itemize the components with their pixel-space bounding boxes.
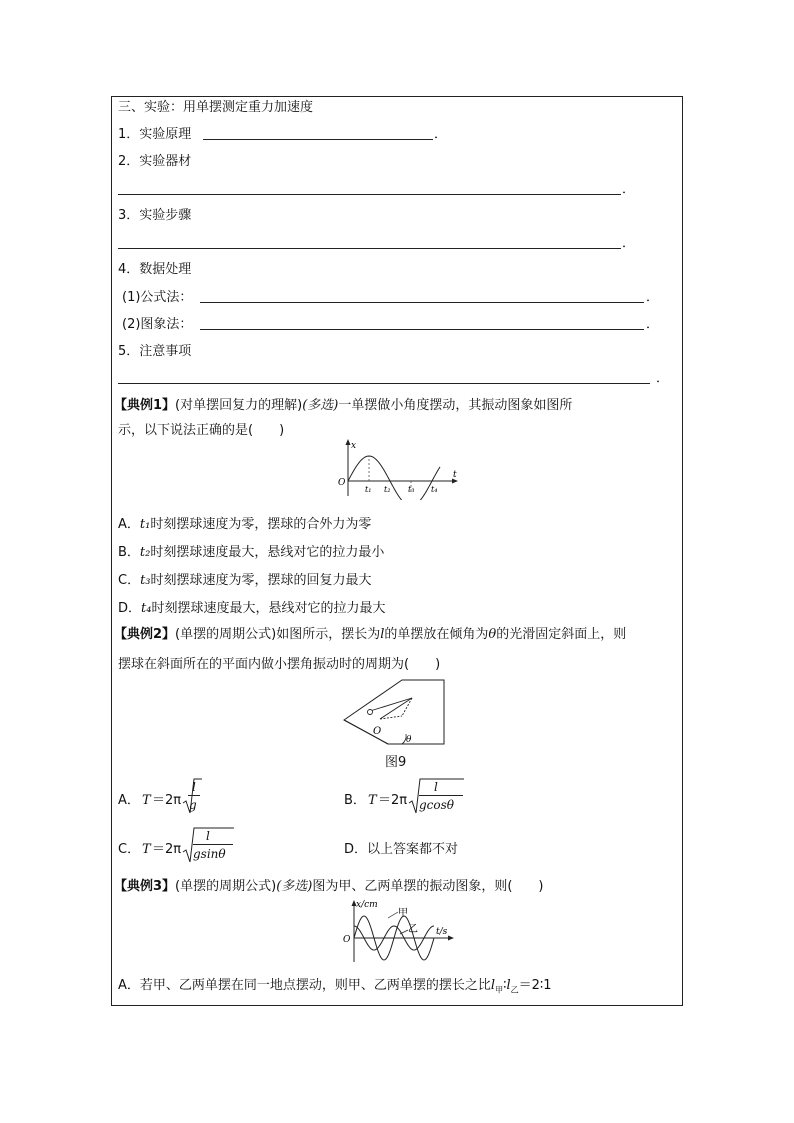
principle-blank <box>203 139 433 140</box>
graph-t4: t₄ <box>431 485 438 494</box>
option-var: t₁ <box>139 517 151 532</box>
period-mark: ． <box>622 182 636 197</box>
example1-stem-text: 一单摆做小角度摆动，其振动图象如图所 <box>338 398 573 413</box>
example1-option-b[interactable] <box>118 545 384 561</box>
example1-stem-line1 <box>114 398 572 414</box>
notes-blank <box>118 383 650 384</box>
period-mark: ． <box>622 236 636 251</box>
period-mark: ． <box>656 371 670 386</box>
example2-option-d[interactable] <box>344 842 458 858</box>
graph-method-label: (2)图象法： <box>122 317 193 332</box>
example1-option-a[interactable] <box>118 517 371 533</box>
example3-stem <box>114 879 544 895</box>
fraction-bar <box>193 844 233 845</box>
fraction-bar <box>419 795 463 796</box>
option-label: A． <box>118 793 140 808</box>
option-var-T: T <box>368 793 377 808</box>
graph-origin: O <box>338 478 346 488</box>
example3-vibration-graph <box>340 894 460 964</box>
option-eq: ＝2π <box>152 793 182 808</box>
option-var: t₄ <box>141 601 152 616</box>
option-text: 时刻摆球速度最大，悬线对它的拉力最大 <box>151 601 386 616</box>
option-text: A．若甲、乙两单摆在同一地点摆动，则甲、乙两单摆的摆长之比 <box>118 978 491 993</box>
option-eq: ＝2π <box>152 842 182 857</box>
example2-var-l: l <box>380 627 385 642</box>
option-label: C． <box>118 573 141 588</box>
incline-front-edge <box>344 720 388 744</box>
graph-origin: O <box>343 935 351 945</box>
example1-option-c[interactable] <box>118 573 372 589</box>
option-var-l: l <box>490 978 496 993</box>
option-numerator: l <box>192 780 196 794</box>
example3-option-a[interactable] <box>118 978 552 999</box>
graph-t1: t₁ <box>365 485 372 494</box>
graph-y-arrow <box>346 439 351 445</box>
graph-t3: t₃ <box>408 485 415 494</box>
option-numerator: l <box>434 780 438 794</box>
option-colon: ∶ <box>503 978 507 993</box>
example2-stem-a: (单摆的周期公式)如图所示，摆长为 <box>175 627 381 642</box>
option-var-l: l <box>506 978 511 993</box>
jia-pointer <box>388 912 398 918</box>
example2-stem-line2: 摆球在斜面所在的平面内做小摆角振动时的周期为( ) <box>118 657 441 672</box>
example3-stem-text: 图为甲、乙两单摆的振动图象，则( ) <box>312 879 544 894</box>
example1-topic: (对单摆回复力的理解) <box>175 398 303 413</box>
item-equipment-label: 2．实验器材 <box>118 154 192 169</box>
option-ratio: ＝2∶1 <box>518 978 552 993</box>
graph-x-label: x <box>351 441 357 451</box>
option-var-T: T <box>142 793 151 808</box>
graph-sine-curve <box>348 456 440 500</box>
item-principle-label: 1．实验原理 <box>118 127 192 142</box>
option-label: D． <box>344 842 368 857</box>
figure-theta: θ <box>406 735 412 745</box>
example1-multi: (多选) <box>302 398 339 413</box>
formula-blank <box>200 302 644 303</box>
option-eq: ＝2π <box>378 793 408 808</box>
example2-stem-c: 的光滑固定斜面上，则 <box>496 627 627 642</box>
pendulum-string <box>380 698 412 719</box>
example1-tag: 【典例1】 <box>114 398 176 413</box>
example3-tag: 【典例3】 <box>114 879 176 894</box>
steps-blank <box>118 248 621 249</box>
example2-tag: 【典例2】 <box>114 627 176 642</box>
section-title: 三、实验：用单摆测定重力加速度 <box>118 100 314 115</box>
option-label: B． <box>344 793 366 808</box>
formula-method-label: (1)公式法： <box>122 290 193 305</box>
option-text: 时刻摆球速度为零，摆球的回复力最大 <box>150 573 372 588</box>
option-denominator: gcosθ <box>419 798 455 812</box>
example3-multi: (多选) <box>276 879 313 894</box>
equipment-blank <box>118 194 621 195</box>
example2-stem-b: 的单摆放在倾角为 <box>384 627 489 642</box>
period-mark: ． <box>646 317 660 332</box>
sub-jia: 甲 <box>495 985 504 995</box>
example3-topic: (单摆的周期公式) <box>175 879 277 894</box>
graph-blank <box>200 329 644 330</box>
example1-option-d[interactable] <box>118 601 385 617</box>
option-label: B． <box>118 545 140 560</box>
incline-hidden <box>388 680 444 744</box>
option-var: t₃ <box>140 573 151 588</box>
option-text: 时刻摆球速度为零，摆球的合外力为零 <box>150 517 372 532</box>
option-denominator: g <box>189 798 197 812</box>
graph-t2: t₂ <box>384 485 391 494</box>
figure-origin: O <box>373 726 382 737</box>
option-var-T: T <box>142 842 151 857</box>
example1-vibration-graph <box>332 436 462 500</box>
sub-yi: 乙 <box>510 985 519 995</box>
graph-t-arrow <box>448 936 454 941</box>
option-text: 以上答案都不对 <box>367 842 459 857</box>
pendulum-bob <box>368 710 373 715</box>
pendulum-string-2 <box>370 698 412 711</box>
graph-y-label: x/cm <box>356 900 378 910</box>
option-denominator: gsinθ <box>193 847 226 861</box>
incline-outline <box>344 680 444 744</box>
fraction-bar <box>188 795 200 796</box>
example2-incline-figure <box>340 676 450 748</box>
option-numerator: l <box>206 829 210 843</box>
example1-stem-line2: 示，以下说法正确的是( ) <box>118 423 285 438</box>
example2-var-theta: θ <box>488 627 497 642</box>
item-steps-label: 3．实验步骤 <box>118 208 192 223</box>
graph-t-label: t/s <box>436 927 448 937</box>
item-notes-label: 5．注意事项 <box>118 344 192 359</box>
graph-t-label: t <box>453 470 457 480</box>
option-label: D． <box>118 601 142 616</box>
option-label: A． <box>118 517 140 532</box>
option-var: t₂ <box>139 545 151 560</box>
period-mark: ． <box>646 290 660 305</box>
jia-label: 甲 <box>398 908 408 919</box>
example2-stem-line1 <box>114 627 626 643</box>
yi-label: 乙 <box>408 924 418 935</box>
item-data-label: 4．数据处理 <box>118 262 192 277</box>
option-label: C． <box>118 842 141 857</box>
option-text: 时刻摆球速度最大，悬线对它的拉力最小 <box>150 545 385 560</box>
figure-caption: 图9 <box>385 755 407 770</box>
period-mark: ． <box>434 127 448 142</box>
